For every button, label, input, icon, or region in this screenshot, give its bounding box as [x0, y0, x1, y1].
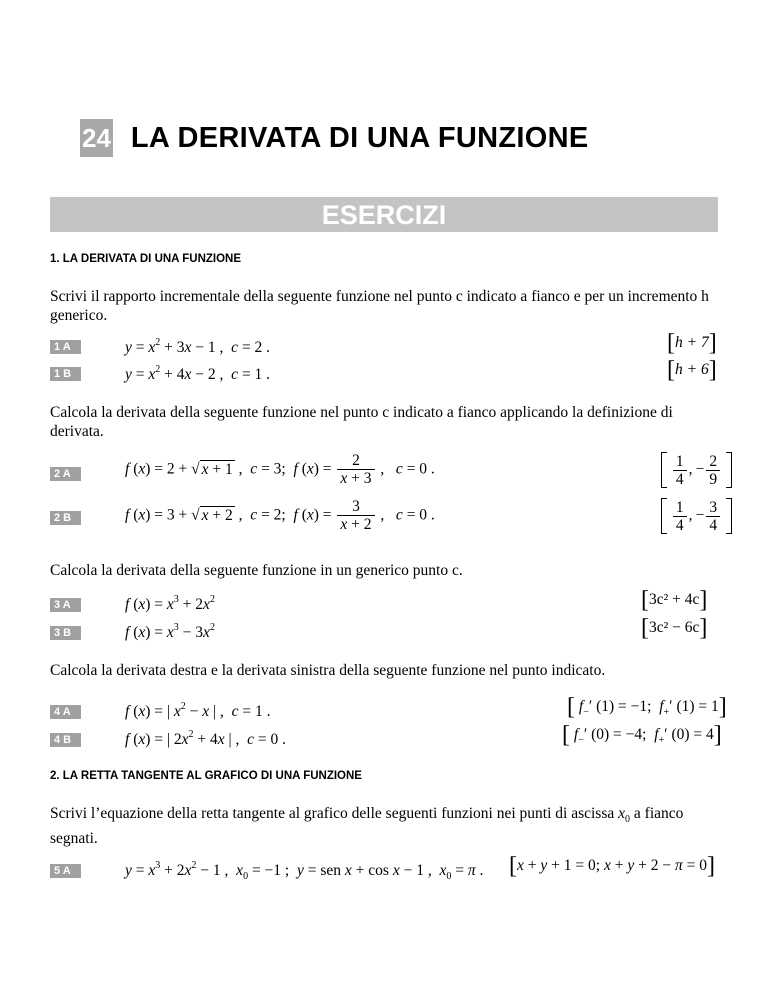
instruction-3: Calcola la derivata della seguente funzione in un generico punto c. [50, 562, 463, 579]
exercise-label-2b: 2 B [50, 511, 81, 525]
section-title-1: 1. LA DERIVATA DI UNA FUNZIONE [50, 253, 242, 265]
exercise-label-4a: 4 A [50, 705, 81, 719]
exercise-label-3a: 3 A [50, 598, 81, 612]
answer-3a: [3c² + 4c] [641, 587, 708, 613]
formula-1a: $y = x^2 + 3x - 1$ , c = 2 . [125, 337, 271, 356]
formula-3b: f $(x) = x^3 - 3x^2$ [125, 622, 215, 641]
exercise-label-3b: 3 B [50, 626, 81, 640]
exercise-label-1b: 1 B [50, 367, 81, 381]
answer-5a: [x + y + 1 = 0; x + y + 2 − π = 0] [509, 853, 715, 879]
section-title-2: 2. LA RETTA TANGENTE AL GRAFICO DI UNA FUNZIONE [50, 770, 362, 782]
exercise-label-5a: 5 A [50, 864, 81, 878]
instruction-4: Calcola la derivata destra e la derivata sinistra della seguente funzione nel punto indicato. [50, 662, 606, 679]
instruction-1: Scrivi il rapporto incrementale della seguente funzione nel punto c indicato a fianco e per un incremento h generico. [50, 288, 709, 324]
chapter-title: LA DERIVATA DI UNA FUNZIONE [130, 121, 589, 154]
exercise-label-2a: 2 A [50, 467, 81, 481]
answer-3b: [3c² − 6c] [641, 615, 708, 641]
formula-2a: f (x) = 2 + √ x + 1 , c = 3; f (x) = $\frac{2}{x + 3}$ , c = 0 . [125, 452, 435, 487]
instruction-5: Scrivi l’equazione della retta tangente al grafico delle seguenti funzioni nei punti di ascissa $x_0$ a fianco segnati. [50, 805, 684, 848]
formula-2b: f (x) = 3 + √ x + 2 , c = 2; f (x) = $\frac{3}{x + 2}$ , c = 0 . [125, 498, 435, 533]
chapter-heading [80, 118, 589, 158]
exercises-banner: ESERCIZI [50, 197, 718, 232]
answer-2b: $\frac{1}{4}$ , − $\frac{3}{4}$ [661, 498, 732, 534]
answer-2a: $\frac{1}{4}$ , − $\frac{2}{9}$ [661, 452, 732, 488]
formula-4b: f (x) = | $2x^2 + 4x$ | , c = 0 . [125, 729, 287, 748]
answer-1a: [h + 7] [667, 330, 717, 356]
answer-4b: [ $f_-'$ (0) = −4; $f_+'$ (0) = 4] [562, 722, 722, 748]
answer-1b: [h + 6] [667, 357, 717, 383]
formula-3a: f $(x) = x^3 + 2x^2$ [125, 594, 215, 613]
exercise-label-1a: 1 A [50, 340, 81, 354]
instruction-2: Calcola la derivata della seguente funzione nel punto c indicato a fianco applicando la definizione di derivata. [50, 404, 673, 440]
formula-4a: f (x) = | $x^2 - x$ | , c = 1 . [125, 701, 271, 720]
formula-5a: $y = x^3 + 2x^2 - 1$ , $x_0 = -1$ ; y = sen x + cos x − 1 , $x_0 = \pi$ . [125, 860, 484, 883]
formula-1b: $y = x^2 + 4x - 2$ , c = 1 . [125, 364, 271, 383]
chapter-number: 24 [80, 119, 113, 157]
answer-4a: [ $f_-'$ (1) = −1; $f_+'$ (1) = 1] [567, 694, 727, 720]
exercise-label-4b: 4 B [50, 733, 81, 747]
